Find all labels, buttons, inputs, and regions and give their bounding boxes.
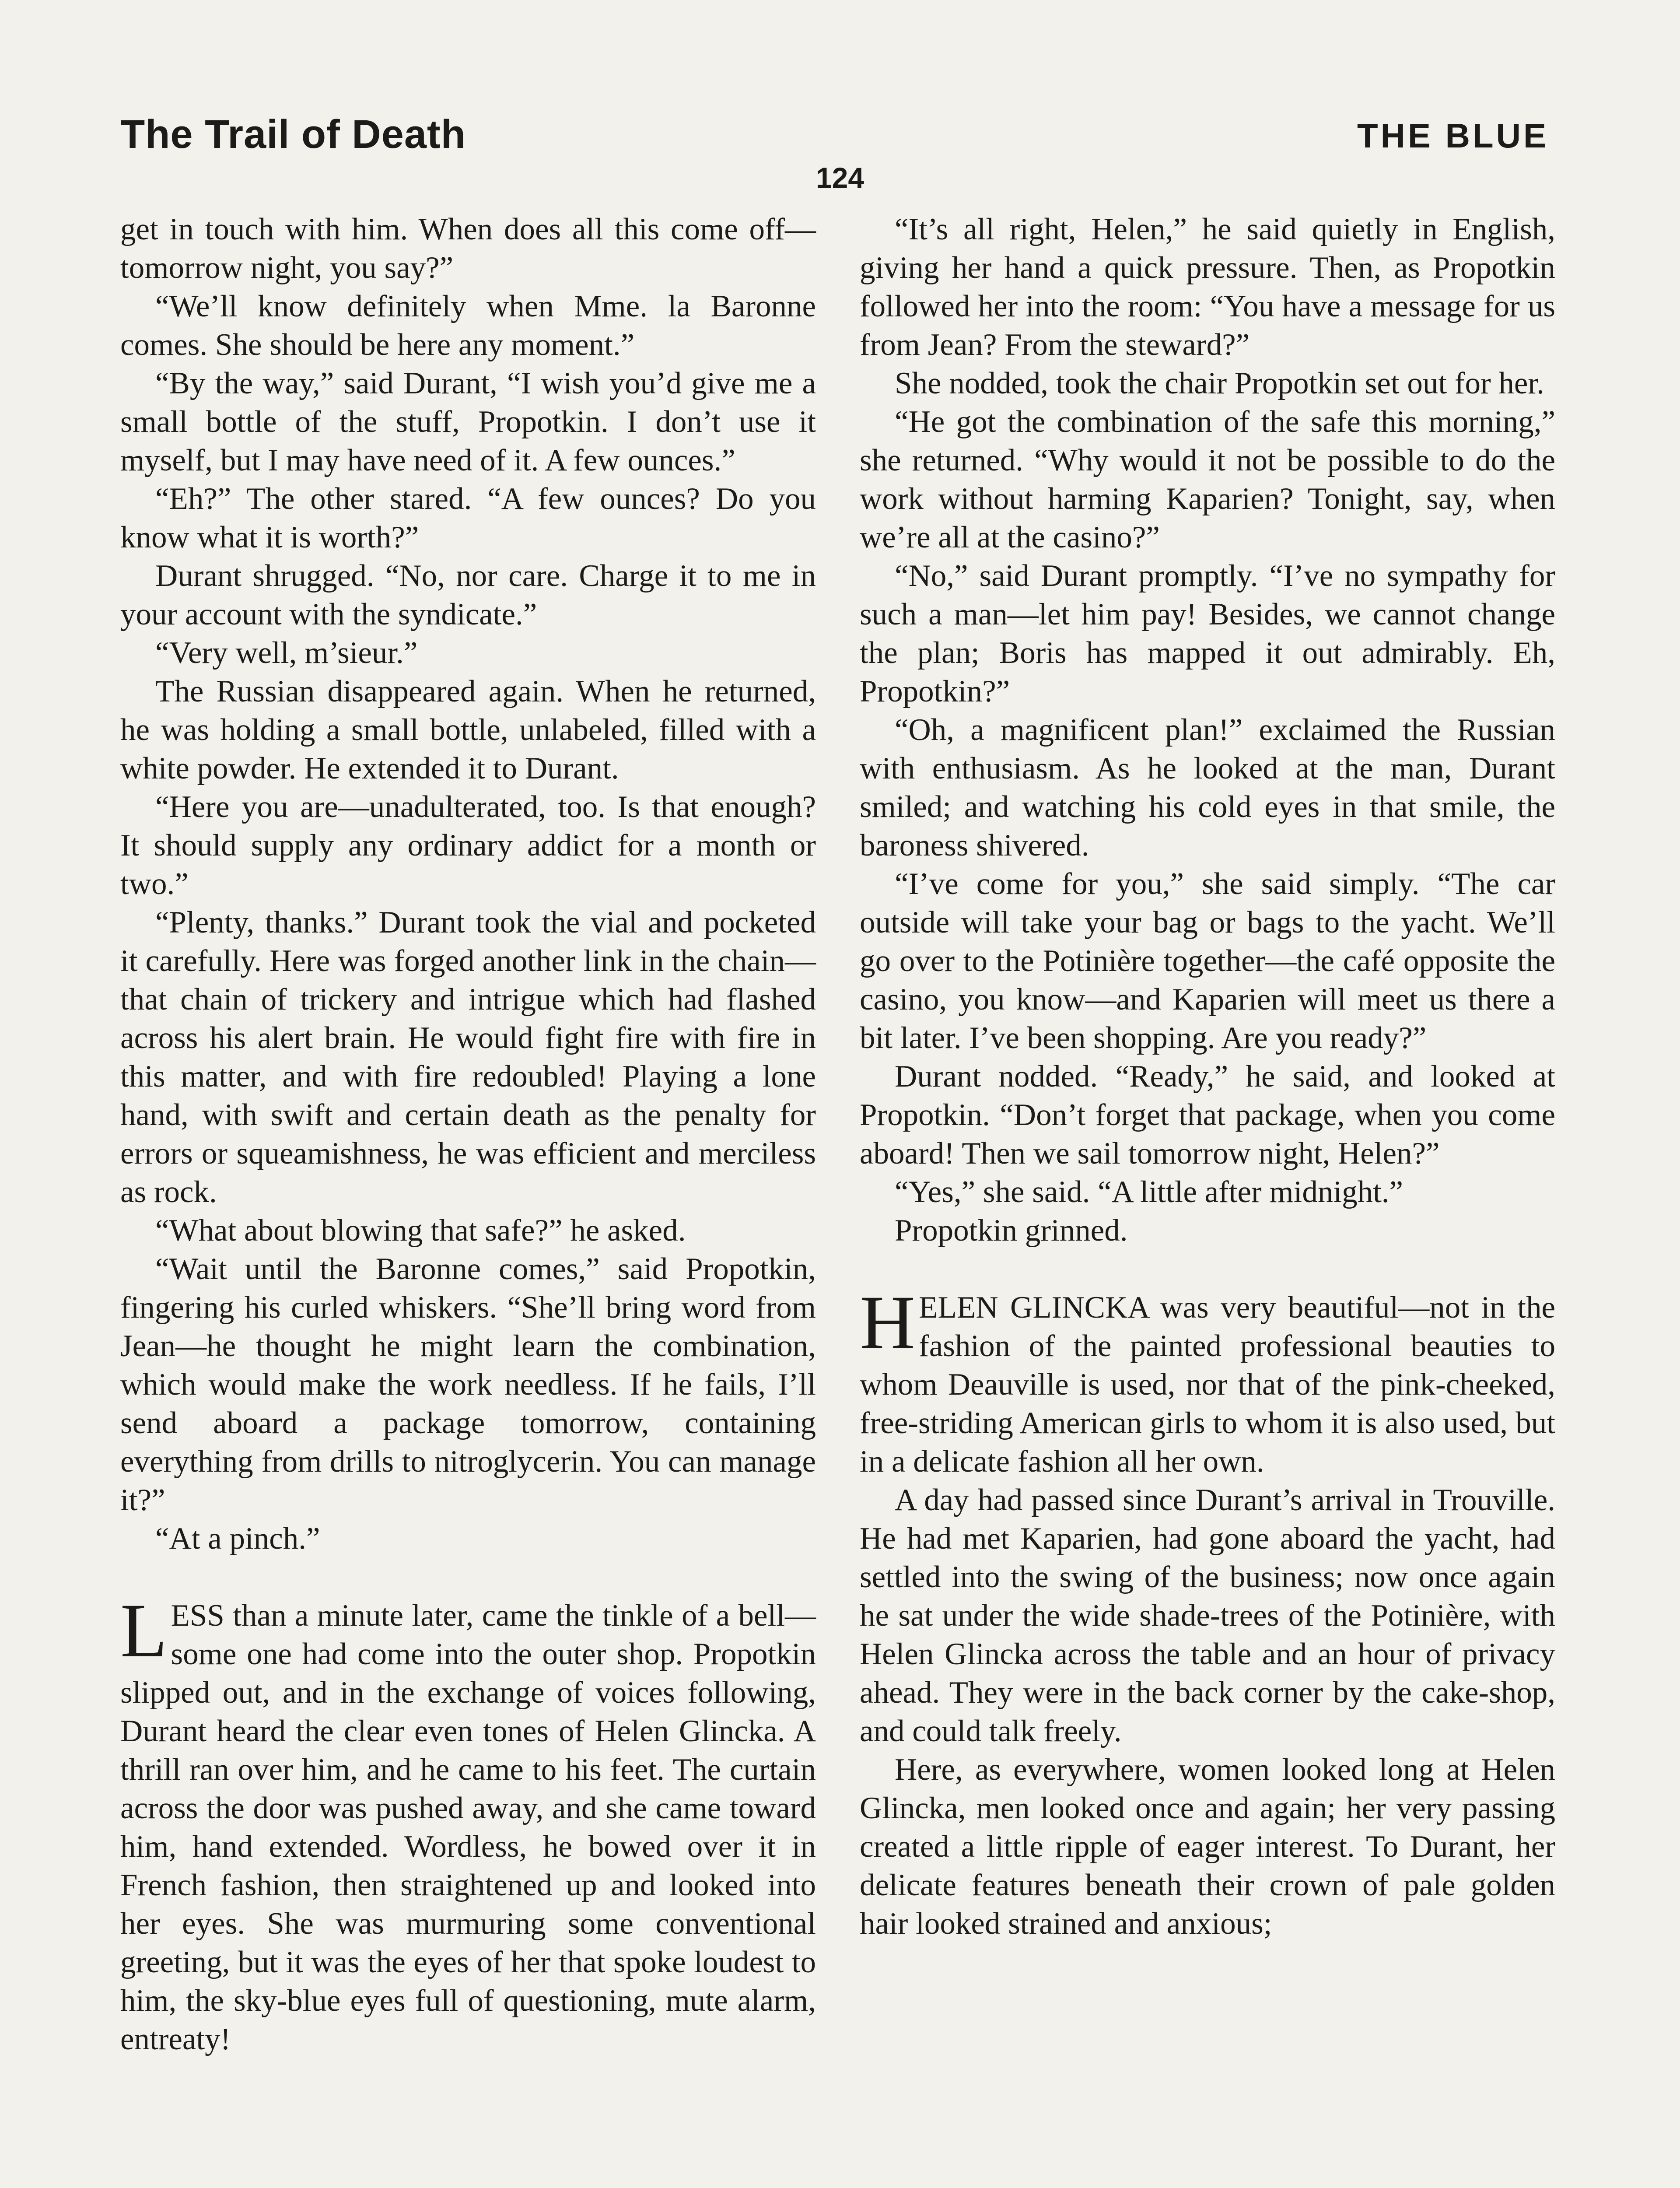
section-opening-paragraph [860, 1280, 1555, 1481]
paragraph: A day had passed since Durant’s arrival in Trouville. He had met Kaparien, had gone aboard the yacht, had settled into the swing of the business; now once again he sat under the wide shade-trees of the Potinière, with Helen Glincka across the table and an hour of privacy ahead. They were in the back corner by the cake-shop, and could talk freely. [860, 1483, 1555, 1748]
paragraph: “Eh?” The other stared. “A few ounces? Do you know what it is worth?” [120, 482, 816, 554]
paragraph: The Russian disappeared again. When he returned, he was holding a small bottle, unlabeled, filled with a white powder. He extended it to Durant. [120, 674, 816, 785]
paragraph: “Wait until the Baronne comes,” said Propotkin, fingering his curled whiskers. “She’ll bring word from Jean—he thought he might learn the combination, which would make the work needless. If he fails, I’ll send aboard a package tomorrow, containing everything from drills to nitroglycerin. You can manage it?” [120, 1252, 816, 1517]
paragraph: “By the way,” said Durant, “I wish you’d give me a small bottle of the stuff, Propotkin. I don’t use it myself, but I may have need of it. A few ounces.” [120, 366, 816, 477]
section-break [120, 1558, 816, 1596]
paragraph: “At a pinch.” [155, 1522, 320, 1556]
paragraph: “I’ve come for you,” she said simply. “The car outside will take your bag or bags to the yacht. We’ll go over to the Potinière together—the café opposite the casino, you know—and Kaparien will meet us there a bit later. I’ve been shopping. Are you ready?” [860, 867, 1555, 1055]
paragraph: Propotkin grinned. [895, 1213, 1128, 1248]
drop-cap: H [860, 1280, 916, 1365]
page-header [120, 112, 1549, 160]
paragraph: “Oh, a magnificent plan!” exclaimed the Russian with enthusiasm. As he looked at the man, Durant smiled; and watching his cold eyes in that smile, the baroness shivered. [860, 713, 1555, 863]
paragraph: “Plenty, thanks.” Durant took the vial and pocketed it carefully. Here was forged another link in the chain—that chain of trickery and intrigue which had flashed across his alert brain. He would fight fire with fire in this matter, and with fire redoubled! Playing a lone hand, with swift and certain death as the penalty for errors or squeamishness, he was efficient and merciless as rock. [120, 905, 816, 1209]
section-opening-paragraph [120, 1588, 816, 2058]
paragraph: “No,” said Durant promptly. “I’ve no sympathy for such a man—let him pay! Besides, we cannot change the plan; Boris has mapped it out admirably. Eh, Propotkin?” [860, 559, 1555, 708]
left-column [120, 210, 816, 2058]
section-text: ELEN GLINCKA was very beautiful—not in the fashion of the painted professional beauties to whom Deauville is used, nor that of the pink-cheeked, free-striding American girls to whom it is also used, but in a delicate fashion all her own. [860, 1290, 1555, 1479]
paragraph: Durant shrugged. “No, nor care. Charge it to me in your account with the syndicate.” [120, 559, 816, 631]
paragraph: “What about blowing that safe?” he asked. [155, 1213, 686, 1248]
drop-cap: L [120, 1588, 168, 1673]
paragraph: “Very well, m’sieur.” [155, 636, 418, 670]
paragraph: “It’s all right, Helen,” he said quietly in English, giving her hand a quick pressure. Then, as Propotkin followed her into the room: “You have a message for us from Jean? From the steward?” [860, 212, 1555, 362]
paragraph: get in touch with him. When does all this come off—tomorrow night, you say?” [120, 212, 816, 285]
section-text: ESS than a minute later, came the tinkle of a bell—some one had come into the outer shop. Propotkin slipped out, and in the exchange of voices following, Durant heard the clear even tones of Helen Glincka. A thrill ran over him, and he came to his feet. The curtain across the door was pushed away, and she came toward him, hand extended. Wordless, he bowed over it in French fashion, then straightened up and looked into her eyes. She was murmuring some conventional greeting, but it was the eyes of her that spoke loudest to him, the sky-blue eyes full of questioning, mute alarm, entreaty! [120, 1599, 816, 2056]
paragraph: Here, as everywhere, women looked long at Helen Glincka, men looked once and again; her very passing created a little ripple of eager interest. To Durant, her delicate features beneath their crown of pale golden hair looked strained and anxious; [860, 1753, 1555, 1941]
paragraph: “He got the combination of the safe this morning,” she returned. “Why would it not be possible to do the work without harming Kaparien? Tonight, say, when we’re all at the casino?” [860, 405, 1555, 554]
right-column [860, 210, 1555, 1943]
paragraph: “Yes,” she said. “A little after midnight.” [895, 1175, 1404, 1209]
paragraph: She nodded, took the chair Propotkin set out for her. [895, 366, 1544, 400]
paragraph: Durant nodded. “Ready,” he said, and looked at Propotkin. “Don’t forget that package, when you come aboard! Then we sail tomorrow night, Helen?” [860, 1059, 1555, 1171]
page-number: 124 [816, 161, 864, 194]
story-title: The Trail of Death [120, 112, 466, 157]
paragraph: “We’ll know definitely when Mme. la Baronne comes. She should be here any moment.” [120, 289, 816, 362]
magazine-title: THE BLUE [1357, 116, 1549, 155]
paragraph: “Here you are—unadulterated, too. Is that enough? It should supply any ordinary addict for a month or two.” [120, 790, 816, 901]
section-break [860, 1250, 1555, 1288]
